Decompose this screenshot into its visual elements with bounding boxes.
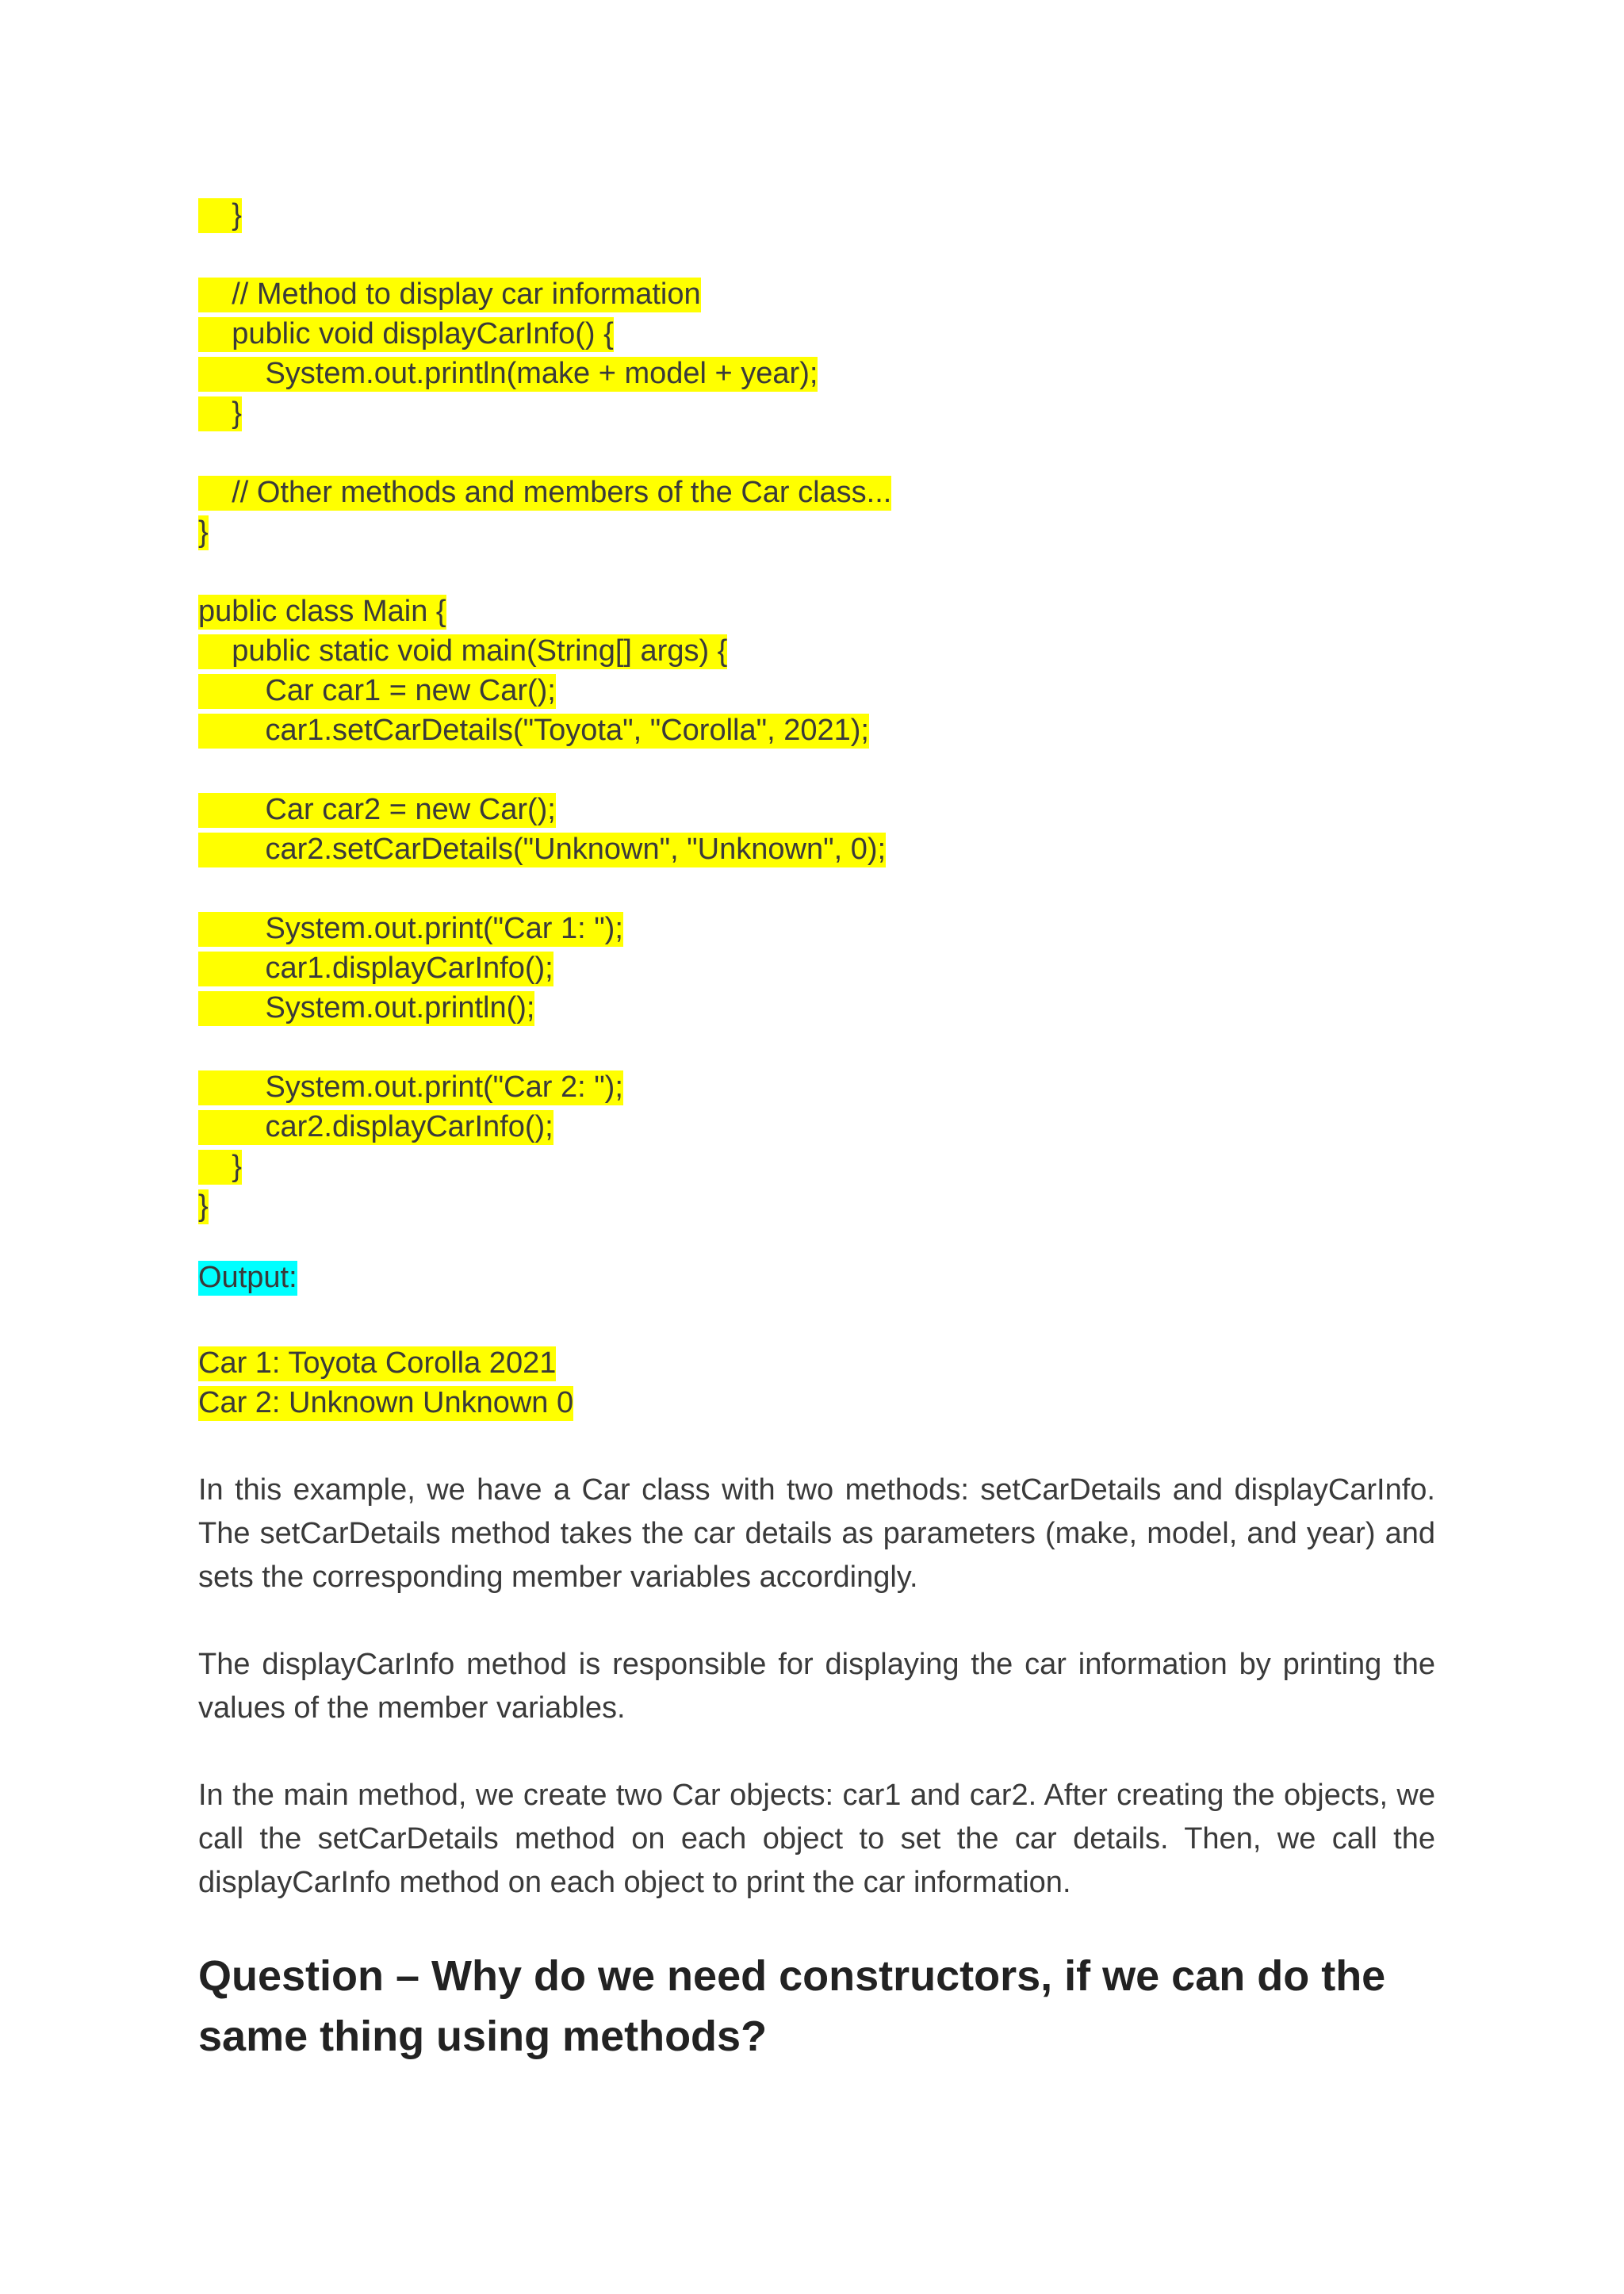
code-line-text: }	[198, 515, 209, 549]
code-line	[198, 512, 1435, 552]
code-line-text: }	[198, 1150, 242, 1183]
code-line	[198, 1147, 1435, 1186]
code-line	[198, 671, 1435, 710]
code-blank-line	[198, 869, 1435, 909]
explanation-paragraph-1: In this example, we have a Car class with two methods: setCarDetails and displayCarInfo. The setCarDetails method takes the car details as parameters (make, model, and year) and sets the corresponding member variables accordingly.	[198, 1473, 1435, 1594]
question-heading: Question – Why do we need constructors, if we can do the same thing using methods?	[198, 1952, 1386, 2060]
code-line	[198, 1186, 1435, 1226]
output-line	[198, 1383, 1435, 1423]
document-page	[198, 195, 1435, 2066]
code-line	[198, 988, 1435, 1028]
output-label: Output:	[198, 1261, 297, 1294]
explanation-paragraph-3: In the main method, we create two Car objects: car1 and car2. After creating the objects, we call the setCarDetails method on each object to set the car details. Then, we call the displayCarInfo method on each object to print the car information.	[198, 1779, 1435, 1899]
code-line	[198, 473, 1435, 512]
code-line	[198, 790, 1435, 829]
code-line	[198, 1107, 1435, 1147]
code-line	[198, 354, 1435, 393]
code-blank-line	[198, 552, 1435, 592]
code-line-text: }	[198, 1189, 209, 1223]
code-line-text: System.out.println();	[198, 991, 535, 1024]
code-line-text: public static void main(String[] args) {	[198, 634, 728, 668]
code-line	[198, 274, 1435, 314]
code-line	[198, 314, 1435, 354]
code-blank-line	[198, 235, 1435, 274]
code-line-text: // Other methods and members of the Car class...	[198, 476, 892, 509]
code-line	[198, 195, 1435, 235]
output-line	[198, 1343, 1435, 1383]
code-blank-line	[198, 1028, 1435, 1067]
code-line-text: car1.displayCarInfo();	[198, 952, 553, 985]
code-line-text: System.out.print("Car 1: ");	[198, 912, 623, 945]
code-blank-line	[198, 433, 1435, 473]
output-block	[198, 1343, 1435, 1423]
code-line-text: }	[198, 396, 242, 430]
code-line-text: car1.setCarDetails("Toyota", "Corolla", 2021);	[198, 714, 869, 747]
code-line	[198, 710, 1435, 750]
code-line-text: car2.displayCarInfo();	[198, 1110, 553, 1143]
code-line-text: Car car1 = new Car();	[198, 674, 556, 707]
code-line	[198, 393, 1435, 433]
code-line	[198, 592, 1435, 631]
code-line	[198, 829, 1435, 869]
code-blank-line	[198, 750, 1435, 790]
code-line-text: System.out.print("Car 2: ");	[198, 1070, 623, 1104]
code-line	[198, 909, 1435, 948]
output-line-text: Car 1: Toyota Corolla 2021	[198, 1346, 557, 1380]
code-block	[198, 195, 1435, 1226]
code-line-text: // Method to display car information	[198, 278, 701, 311]
code-line-text: car2.setCarDetails("Unknown", "Unknown", 0);	[198, 833, 887, 866]
code-line-text: public void displayCarInfo() {	[198, 317, 614, 350]
code-line-text: public class Main {	[198, 595, 446, 628]
explanation-paragraph-2: The displayCarInfo method is responsible for displaying the car information by printing the values of the member variables.	[198, 1648, 1435, 1725]
output-label-line	[198, 1258, 1435, 1297]
code-line-text: }	[198, 198, 242, 232]
code-line	[198, 948, 1435, 988]
output-line-text: Car 2: Unknown Unknown 0	[198, 1386, 574, 1419]
code-line	[198, 631, 1435, 671]
code-line-text: Car car2 = new Car();	[198, 793, 556, 826]
code-line-text: System.out.println(make + model + year);	[198, 357, 818, 390]
code-line	[198, 1067, 1435, 1107]
